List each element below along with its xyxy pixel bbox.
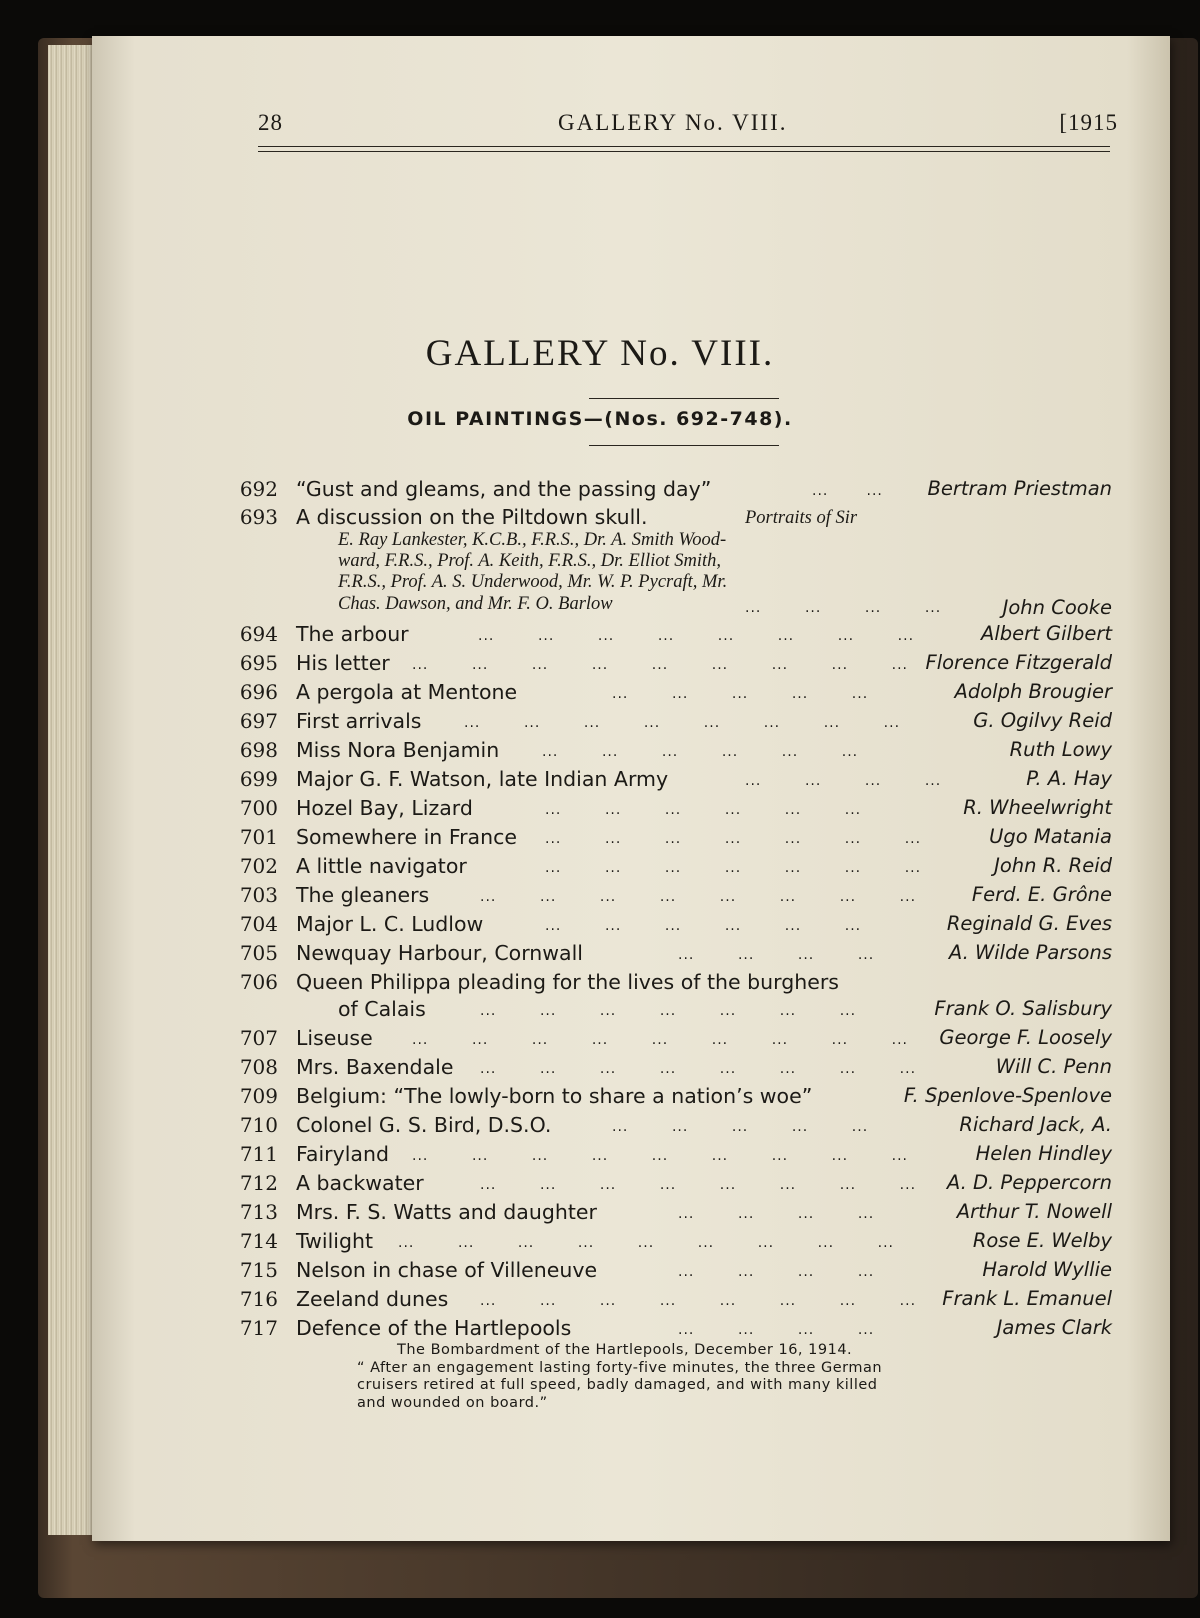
entry-710: [0, 1113, 1200, 1143]
entry-title: Defence of the Hartlepools: [296, 1316, 572, 1340]
leader-dots: ... ... ... ... ...: [612, 686, 869, 702]
leader-dots: ... ... ... ... ... ... ... ... ...: [398, 1235, 894, 1251]
entry-number: 697: [239, 709, 278, 733]
entry-title: A backwater: [296, 1171, 424, 1195]
entry-number: 710: [239, 1113, 278, 1137]
entry-artist: Helen Hindley: [975, 1142, 1112, 1165]
entry-number: 696: [239, 680, 278, 704]
leader-dots: ... ... ... ... ... ... ... ... ...: [412, 657, 908, 673]
entry-title: Somewhere in France: [296, 825, 517, 849]
leader-dots: ... ... ... ...: [745, 773, 942, 789]
entry-713: [0, 1200, 1200, 1230]
entry-number: 711: [239, 1142, 278, 1166]
entry-title: Miss Nora Benjamin: [296, 738, 500, 762]
entry-title-continued: of Calais: [338, 997, 426, 1021]
leader-dots: ... ... ... ...: [678, 1206, 875, 1222]
note-line: The Bombardment of the Hartlepools, December 16, 1914.: [397, 1342, 853, 1358]
entry-artist: George F. Loosely: [939, 1026, 1112, 1049]
entry-708: [0, 1055, 1200, 1085]
header-rule: [258, 146, 1110, 152]
entry-number: 694: [239, 622, 278, 646]
entry-695: [0, 651, 1200, 681]
entry-description: E. Ray Lankester, K.C.B., F.R.S., Dr. A. Smith Wood-: [338, 530, 727, 550]
entry-description: Portraits of Sir: [745, 508, 858, 528]
entry-artist: Ugo Matania: [989, 825, 1112, 848]
running-title: GALLERY No. VIII.: [558, 110, 788, 135]
entry-artist: John R. Reid: [994, 854, 1112, 877]
running-head: [258, 110, 1118, 144]
entry-706: [0, 970, 1200, 1000]
note-line: cruisers retired at full speed, badly damaged, and with many killed: [357, 1377, 878, 1393]
entry-artist: Arthur T. Nowell: [956, 1200, 1112, 1223]
entry-number: 716: [239, 1287, 278, 1311]
entry-number: 703: [239, 883, 278, 907]
entry-title: Liseuse: [296, 1026, 373, 1050]
entry-number: 700: [239, 796, 278, 820]
leader-dots: ... ... ... ... ... ... ...: [545, 860, 922, 876]
entry-artist: Florence Fitzgerald: [925, 651, 1112, 674]
entry-artist: James Clark: [996, 1316, 1112, 1339]
entry-artist: Albert Gilbert: [981, 622, 1112, 645]
entry-number: 706: [239, 970, 278, 994]
title-rule-top: [589, 398, 779, 399]
entry-703: [0, 883, 1200, 913]
entry-698: [0, 738, 1200, 768]
entry-title: A pergola at Mentone: [296, 680, 518, 704]
entry-693-artist-line: [0, 594, 1200, 624]
entry-number: 699: [239, 767, 278, 791]
entry-707: [0, 1026, 1200, 1056]
section-title: OIL PAINTINGS—(Nos. 692-748).: [407, 408, 793, 430]
entry-715: [0, 1258, 1200, 1288]
entry-artist: John Cooke: [1002, 596, 1112, 619]
entry-title: “Gust and gleams, and the passing day”: [296, 477, 712, 501]
entry-number: 705: [239, 941, 278, 965]
entry-description: Chas. Dawson, and Mr. F. O. Barlow: [338, 594, 613, 614]
entry-number: 712: [239, 1171, 278, 1195]
entry-title: Queen Philippa pleading for the lives of the burghers: [296, 970, 839, 994]
leader-dots: ... ... ... ... ... ... ... ... ...: [412, 1148, 908, 1164]
leader-dots: ... ... ... ... ... ... ... ...: [464, 715, 901, 731]
entry-title: Mrs. Baxendale: [296, 1055, 454, 1079]
entry-number: 714: [239, 1229, 278, 1253]
entry-number: 707: [239, 1026, 278, 1050]
entry-number: 695: [239, 651, 278, 675]
leader-dots: ... ... ... ...: [678, 1322, 875, 1338]
entry-692: [0, 477, 1200, 507]
entry-artist: Ferd. E. Grône: [971, 883, 1112, 906]
entry-artist: G. Ogilvy Reid: [973, 709, 1112, 732]
entry-artist: A. Wilde Parsons: [948, 941, 1112, 964]
entry-title: Colonel G. S. Bird, D.S.O.: [296, 1113, 552, 1137]
entry-number: 709: [239, 1084, 278, 1108]
note-line: and wounded on board.”: [357, 1394, 548, 1411]
entry-696: [0, 680, 1200, 710]
entry-701: [0, 825, 1200, 855]
entry-694: [0, 622, 1200, 652]
entry-artist: P. A. Hay: [1026, 767, 1112, 790]
entry-artist: Rose E. Welby: [972, 1229, 1112, 1252]
entry-artist: Richard Jack, A.: [959, 1113, 1112, 1136]
entry-title: A discussion on the Piltdown skull.: [296, 505, 648, 529]
entry-705: [0, 941, 1200, 971]
entry-number: 701: [239, 825, 278, 849]
entry-704: [0, 912, 1200, 942]
entry-title: Mrs. F. S. Watts and daughter: [296, 1200, 597, 1224]
entry-artist: Will C. Penn: [995, 1055, 1112, 1078]
leader-dots: ... ... ... ... ... ... ... ... ...: [412, 1032, 908, 1048]
entry-title: The gleaners: [296, 883, 430, 907]
entry-artist: Harold Wyllie: [982, 1258, 1112, 1281]
entry-716: [0, 1287, 1200, 1317]
entry-number: 717: [239, 1316, 278, 1340]
entry-artist: Reginald G. Eves: [946, 912, 1112, 935]
entry-description: ward, F.R.S., Prof. A. Keith, F.R.S., Dr. Elliot Smith,: [338, 551, 722, 571]
entry-title: Zeeland dunes: [296, 1287, 449, 1311]
entry-title: A little navigator: [296, 854, 467, 878]
entry-title: Nelson in chase of Villeneuve: [296, 1258, 598, 1282]
leader-dots: ... ... ... ... ... ...: [542, 744, 859, 760]
entry-697: [0, 709, 1200, 739]
leader-dots: ... ... ... ... ... ... ... ...: [480, 889, 917, 905]
running-year: [1915: [1059, 110, 1118, 135]
entry-description: F.R.S., Prof. A. S. Underwood, Mr. W. P. Pycraft, Mr.: [338, 572, 728, 592]
entry-title: Belgium: “The lowly-born to share a nation’s woe”: [296, 1084, 813, 1108]
entry-artist: R. Wheelwright: [963, 796, 1112, 819]
leader-dots: ... ... ... ... ...: [612, 1119, 869, 1135]
leader-dots: ... ... ... ... ... ... ...: [480, 1003, 857, 1019]
leader-dots: ... ... ... ... ... ...: [545, 802, 862, 818]
page-number: 28: [258, 110, 283, 135]
entry-714: [0, 1229, 1200, 1259]
leader-dots: ... ... ... ...: [745, 600, 942, 616]
leader-dots: ... ... ... ...: [678, 947, 875, 963]
entry-712: [0, 1171, 1200, 1201]
entry-717-note: [357, 1342, 997, 1412]
leader-dots: ... ... ... ... ... ... ... ...: [480, 1177, 917, 1193]
entry-number: 702: [239, 854, 278, 878]
entry-artist: Ruth Lowy: [1009, 738, 1112, 761]
entry-title: First arrivals: [296, 709, 422, 733]
entry-number: 693: [239, 505, 278, 529]
gallery-title: GALLERY No. VIII.: [425, 333, 775, 374]
title-rule-bottom: [589, 445, 779, 446]
entry-699: [0, 767, 1200, 797]
leader-dots: ... ... ... ... ... ... ... ...: [480, 1293, 917, 1309]
entry-706-continued: [0, 997, 1200, 1027]
entry-title: Major L. C. Ludlow: [296, 912, 484, 936]
entry-title: Major G. F. Watson, late Indian Army: [296, 767, 669, 791]
leader-dots: ... ... ... ... ... ... ... ...: [478, 628, 915, 644]
entry-number: 715: [239, 1258, 278, 1282]
entry-artist: Adolph Brougier: [954, 680, 1112, 703]
entry-709: [0, 1084, 1200, 1114]
entry-number: 713: [239, 1200, 278, 1224]
entry-number: 692: [239, 477, 278, 501]
entry-title: Fairyland: [296, 1142, 389, 1166]
entry-title: The arbour: [296, 622, 409, 646]
entry-artist: Frank O. Salisbury: [934, 997, 1112, 1020]
entry-702: [0, 854, 1200, 884]
leader-dots: ... ...: [812, 483, 883, 499]
entry-artist: Bertram Priestman: [927, 477, 1112, 500]
note-line: “ After an engagement lasting forty-five minutes, the three German: [357, 1359, 883, 1376]
entry-artist: F. Spenlove-Spenlove: [903, 1084, 1112, 1107]
entry-number: 698: [239, 738, 278, 762]
leader-dots: ... ... ... ... ... ... ... ...: [480, 1061, 917, 1077]
leader-dots: ... ... ... ... ... ...: [545, 918, 862, 934]
leader-dots: ... ... ... ...: [678, 1264, 875, 1280]
entry-artist: A. D. Peppercorn: [946, 1171, 1112, 1194]
entry-number: 708: [239, 1055, 278, 1079]
entry-title: His letter: [296, 651, 390, 675]
entry-number: 704: [239, 912, 278, 936]
entry-711: [0, 1142, 1200, 1172]
entry-title: Twilight: [296, 1229, 374, 1253]
entry-title: Hozel Bay, Lizard: [296, 796, 473, 820]
entry-700: [0, 796, 1200, 826]
leader-dots: ... ... ... ... ... ... ...: [545, 831, 922, 847]
entry-artist: Frank L. Emanuel: [942, 1287, 1112, 1310]
entry-title: Newquay Harbour, Cornwall: [296, 941, 583, 965]
